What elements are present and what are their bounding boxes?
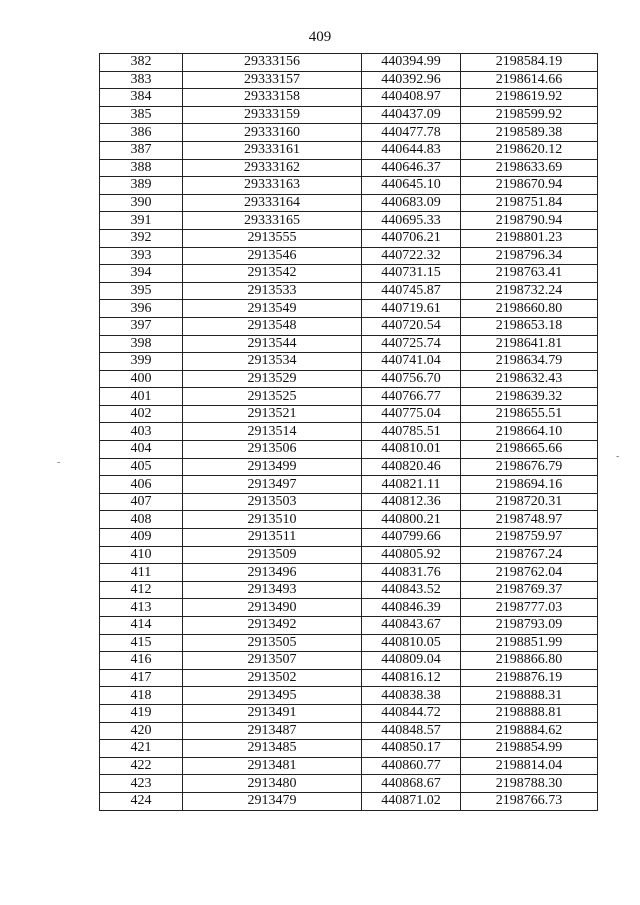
table-row: [100, 441, 598, 459]
table-row: [100, 212, 598, 230]
point-id-cell: 2913546: [183, 247, 362, 265]
row-number-cell: 394: [100, 265, 183, 283]
y-coordinate-cell: 2198888.81: [461, 704, 598, 722]
y-coordinate-cell: 2198767.24: [461, 546, 598, 564]
row-number-cell: 416: [100, 652, 183, 670]
x-coordinate-cell: 440408.97: [362, 89, 461, 107]
point-id-cell: 2913533: [183, 282, 362, 300]
point-id-cell: 2913479: [183, 792, 362, 810]
y-coordinate-cell: 2198660.80: [461, 300, 598, 318]
x-coordinate-cell: 440805.92: [362, 546, 461, 564]
x-coordinate-cell: 440766.77: [362, 388, 461, 406]
x-coordinate-cell: 440719.61: [362, 300, 461, 318]
point-id-cell: 2913544: [183, 335, 362, 353]
table-row: [100, 194, 598, 212]
row-number-cell: 409: [100, 529, 183, 547]
row-number-cell: 421: [100, 740, 183, 758]
point-id-cell: 2913487: [183, 722, 362, 740]
x-coordinate-cell: 440437.09: [362, 106, 461, 124]
table-row: [100, 687, 598, 705]
point-id-cell: 2913511: [183, 529, 362, 547]
table-row: [100, 106, 598, 124]
row-number-cell: 388: [100, 159, 183, 177]
x-coordinate-cell: 440860.77: [362, 757, 461, 775]
y-coordinate-cell: 2198788.30: [461, 775, 598, 793]
y-coordinate-cell: 2198777.03: [461, 599, 598, 617]
x-coordinate-cell: 440725.74: [362, 335, 461, 353]
y-coordinate-cell: 2198633.69: [461, 159, 598, 177]
table-row: [100, 546, 598, 564]
x-coordinate-cell: 440477.78: [362, 124, 461, 142]
x-coordinate-cell: 440722.32: [362, 247, 461, 265]
point-id-cell: 2913499: [183, 458, 362, 476]
point-id-cell: 2913509: [183, 546, 362, 564]
y-coordinate-cell: 2198790.94: [461, 212, 598, 230]
row-number-cell: 399: [100, 353, 183, 371]
point-id-cell: 29333156: [183, 54, 362, 72]
point-id-cell: 2913493: [183, 581, 362, 599]
x-coordinate-cell: 440843.67: [362, 617, 461, 635]
table-row: [100, 423, 598, 441]
table-row: [100, 476, 598, 494]
x-coordinate-cell: 440800.21: [362, 511, 461, 529]
y-coordinate-cell: 2198619.92: [461, 89, 598, 107]
point-id-cell: 2913490: [183, 599, 362, 617]
table-row: [100, 564, 598, 582]
row-number-cell: 406: [100, 476, 183, 494]
x-coordinate-cell: 440816.12: [362, 669, 461, 687]
x-coordinate-cell: 440820.46: [362, 458, 461, 476]
row-number-cell: 411: [100, 564, 183, 582]
row-number-cell: 395: [100, 282, 183, 300]
x-coordinate-cell: 440731.15: [362, 265, 461, 283]
y-coordinate-cell: 2198851.99: [461, 634, 598, 652]
row-number-cell: 408: [100, 511, 183, 529]
point-id-cell: 2913555: [183, 229, 362, 247]
row-number-cell: 418: [100, 687, 183, 705]
table-row: [100, 458, 598, 476]
point-id-cell: 29333162: [183, 159, 362, 177]
row-number-cell: 407: [100, 493, 183, 511]
row-number-cell: 414: [100, 617, 183, 635]
y-coordinate-cell: 2198888.31: [461, 687, 598, 705]
point-id-cell: 29333161: [183, 141, 362, 159]
table-row: [100, 247, 598, 265]
y-coordinate-cell: 2198639.32: [461, 388, 598, 406]
table-row: [100, 335, 598, 353]
table-row: [100, 757, 598, 775]
table-row: [100, 300, 598, 318]
row-number-cell: 405: [100, 458, 183, 476]
table-row: [100, 388, 598, 406]
row-number-cell: 403: [100, 423, 183, 441]
row-number-cell: 424: [100, 792, 183, 810]
table-row: [100, 704, 598, 722]
x-coordinate-cell: 440394.99: [362, 54, 461, 72]
row-number-cell: 419: [100, 704, 183, 722]
point-id-cell: 2913549: [183, 300, 362, 318]
y-coordinate-cell: 2198793.09: [461, 617, 598, 635]
x-coordinate-cell: 440810.05: [362, 634, 461, 652]
table-row: [100, 370, 598, 388]
row-number-cell: 389: [100, 177, 183, 195]
y-coordinate-cell: 2198614.66: [461, 71, 598, 89]
point-id-cell: 2913548: [183, 317, 362, 335]
x-coordinate-cell: 440868.67: [362, 775, 461, 793]
coordinates-table-body: [100, 54, 598, 811]
y-coordinate-cell: 2198796.34: [461, 247, 598, 265]
point-id-cell: 2913506: [183, 441, 362, 459]
x-coordinate-cell: 440831.76: [362, 564, 461, 582]
row-number-cell: 412: [100, 581, 183, 599]
x-coordinate-cell: 440810.01: [362, 441, 461, 459]
y-coordinate-cell: 2198884.62: [461, 722, 598, 740]
point-id-cell: 2913502: [183, 669, 362, 687]
y-coordinate-cell: 2198589.38: [461, 124, 598, 142]
point-id-cell: 2913510: [183, 511, 362, 529]
y-coordinate-cell: 2198876.19: [461, 669, 598, 687]
x-coordinate-cell: 440871.02: [362, 792, 461, 810]
x-coordinate-cell: 440741.04: [362, 353, 461, 371]
row-number-cell: 387: [100, 141, 183, 159]
x-coordinate-cell: 440843.52: [362, 581, 461, 599]
y-coordinate-cell: 2198762.04: [461, 564, 598, 582]
table-row: [100, 124, 598, 142]
point-id-cell: 2913496: [183, 564, 362, 582]
margin-mark-right: -: [616, 451, 620, 462]
x-coordinate-cell: 440695.33: [362, 212, 461, 230]
row-number-cell: 423: [100, 775, 183, 793]
point-id-cell: 2913480: [183, 775, 362, 793]
table-row: [100, 740, 598, 758]
point-id-cell: 2913534: [183, 353, 362, 371]
table-row: [100, 599, 598, 617]
point-id-cell: 2913525: [183, 388, 362, 406]
y-coordinate-cell: 2198766.73: [461, 792, 598, 810]
point-id-cell: 2913481: [183, 757, 362, 775]
row-number-cell: 397: [100, 317, 183, 335]
y-coordinate-cell: 2198670.94: [461, 177, 598, 195]
point-id-cell: 2913514: [183, 423, 362, 441]
point-id-cell: 2913492: [183, 617, 362, 635]
row-number-cell: 398: [100, 335, 183, 353]
table-row: [100, 722, 598, 740]
point-id-cell: 2913505: [183, 634, 362, 652]
point-id-cell: 2913529: [183, 370, 362, 388]
row-number-cell: 417: [100, 669, 183, 687]
x-coordinate-cell: 440745.87: [362, 282, 461, 300]
y-coordinate-cell: 2198641.81: [461, 335, 598, 353]
y-coordinate-cell: 2198759.97: [461, 529, 598, 547]
point-id-cell: 2913491: [183, 704, 362, 722]
table-row: [100, 634, 598, 652]
x-coordinate-cell: 440799.66: [362, 529, 461, 547]
y-coordinate-cell: 2198748.97: [461, 511, 598, 529]
y-coordinate-cell: 2198620.12: [461, 141, 598, 159]
coordinates-table: [99, 53, 598, 811]
y-coordinate-cell: 2198763.41: [461, 265, 598, 283]
table-row: [100, 652, 598, 670]
row-number-cell: 413: [100, 599, 183, 617]
point-id-cell: 29333160: [183, 124, 362, 142]
table-row: [100, 89, 598, 107]
y-coordinate-cell: 2198653.18: [461, 317, 598, 335]
x-coordinate-cell: 440775.04: [362, 405, 461, 423]
table-row: [100, 71, 598, 89]
table-row: [100, 669, 598, 687]
table-row: [100, 511, 598, 529]
row-number-cell: 410: [100, 546, 183, 564]
row-number-cell: 422: [100, 757, 183, 775]
y-coordinate-cell: 2198676.79: [461, 458, 598, 476]
x-coordinate-cell: 440683.09: [362, 194, 461, 212]
row-number-cell: 415: [100, 634, 183, 652]
y-coordinate-cell: 2198801.23: [461, 229, 598, 247]
table-row: [100, 353, 598, 371]
y-coordinate-cell: 2198854.99: [461, 740, 598, 758]
point-id-cell: 29333165: [183, 212, 362, 230]
row-number-cell: 404: [100, 441, 183, 459]
row-number-cell: 396: [100, 300, 183, 318]
y-coordinate-cell: 2198769.37: [461, 581, 598, 599]
row-number-cell: 401: [100, 388, 183, 406]
y-coordinate-cell: 2198664.10: [461, 423, 598, 441]
row-number-cell: 385: [100, 106, 183, 124]
point-id-cell: 2913485: [183, 740, 362, 758]
y-coordinate-cell: 2198732.24: [461, 282, 598, 300]
row-number-cell: 420: [100, 722, 183, 740]
table-row: [100, 775, 598, 793]
point-id-cell: 2913507: [183, 652, 362, 670]
x-coordinate-cell: 440646.37: [362, 159, 461, 177]
x-coordinate-cell: 440812.36: [362, 493, 461, 511]
y-coordinate-cell: 2198751.84: [461, 194, 598, 212]
table-row: [100, 792, 598, 810]
table-row: [100, 405, 598, 423]
point-id-cell: 29333159: [183, 106, 362, 124]
y-coordinate-cell: 2198866.80: [461, 652, 598, 670]
point-id-cell: 2913503: [183, 493, 362, 511]
row-number-cell: 384: [100, 89, 183, 107]
table-row: [100, 493, 598, 511]
row-number-cell: 400: [100, 370, 183, 388]
x-coordinate-cell: 440720.54: [362, 317, 461, 335]
point-id-cell: 29333164: [183, 194, 362, 212]
table-row: [100, 141, 598, 159]
x-coordinate-cell: 440706.21: [362, 229, 461, 247]
x-coordinate-cell: 440809.04: [362, 652, 461, 670]
page-number: 409: [308, 29, 332, 45]
x-coordinate-cell: 440844.72: [362, 704, 461, 722]
y-coordinate-cell: 2198655.51: [461, 405, 598, 423]
point-id-cell: 2913495: [183, 687, 362, 705]
point-id-cell: 2913542: [183, 265, 362, 283]
table-row: [100, 54, 598, 72]
x-coordinate-cell: 440645.10: [362, 177, 461, 195]
x-coordinate-cell: 440785.51: [362, 423, 461, 441]
y-coordinate-cell: 2198632.43: [461, 370, 598, 388]
x-coordinate-cell: 440846.39: [362, 599, 461, 617]
point-id-cell: 2913497: [183, 476, 362, 494]
y-coordinate-cell: 2198694.16: [461, 476, 598, 494]
row-number-cell: 402: [100, 405, 183, 423]
x-coordinate-cell: 440644.83: [362, 141, 461, 159]
table-row: [100, 177, 598, 195]
table-row: [100, 265, 598, 283]
x-coordinate-cell: 440756.70: [362, 370, 461, 388]
row-number-cell: 383: [100, 71, 183, 89]
row-number-cell: 382: [100, 54, 183, 72]
table-row: [100, 617, 598, 635]
table-row: [100, 581, 598, 599]
margin-mark-left: -: [57, 457, 61, 468]
point-id-cell: 29333158: [183, 89, 362, 107]
x-coordinate-cell: 440392.96: [362, 71, 461, 89]
point-id-cell: 2913521: [183, 405, 362, 423]
y-coordinate-cell: 2198665.66: [461, 441, 598, 459]
row-number-cell: 391: [100, 212, 183, 230]
y-coordinate-cell: 2198584.19: [461, 54, 598, 72]
row-number-cell: 386: [100, 124, 183, 142]
x-coordinate-cell: 440848.57: [362, 722, 461, 740]
row-number-cell: 392: [100, 229, 183, 247]
table-row: [100, 159, 598, 177]
y-coordinate-cell: 2198599.92: [461, 106, 598, 124]
row-number-cell: 393: [100, 247, 183, 265]
x-coordinate-cell: 440838.38: [362, 687, 461, 705]
y-coordinate-cell: 2198720.31: [461, 493, 598, 511]
point-id-cell: 29333157: [183, 71, 362, 89]
point-id-cell: 29333163: [183, 177, 362, 195]
table-row: [100, 229, 598, 247]
x-coordinate-cell: 440821.11: [362, 476, 461, 494]
table-row: [100, 529, 598, 547]
y-coordinate-cell: 2198634.79: [461, 353, 598, 371]
x-coordinate-cell: 440850.17: [362, 740, 461, 758]
row-number-cell: 390: [100, 194, 183, 212]
table-row: [100, 317, 598, 335]
table-row: [100, 282, 598, 300]
y-coordinate-cell: 2198814.04: [461, 757, 598, 775]
